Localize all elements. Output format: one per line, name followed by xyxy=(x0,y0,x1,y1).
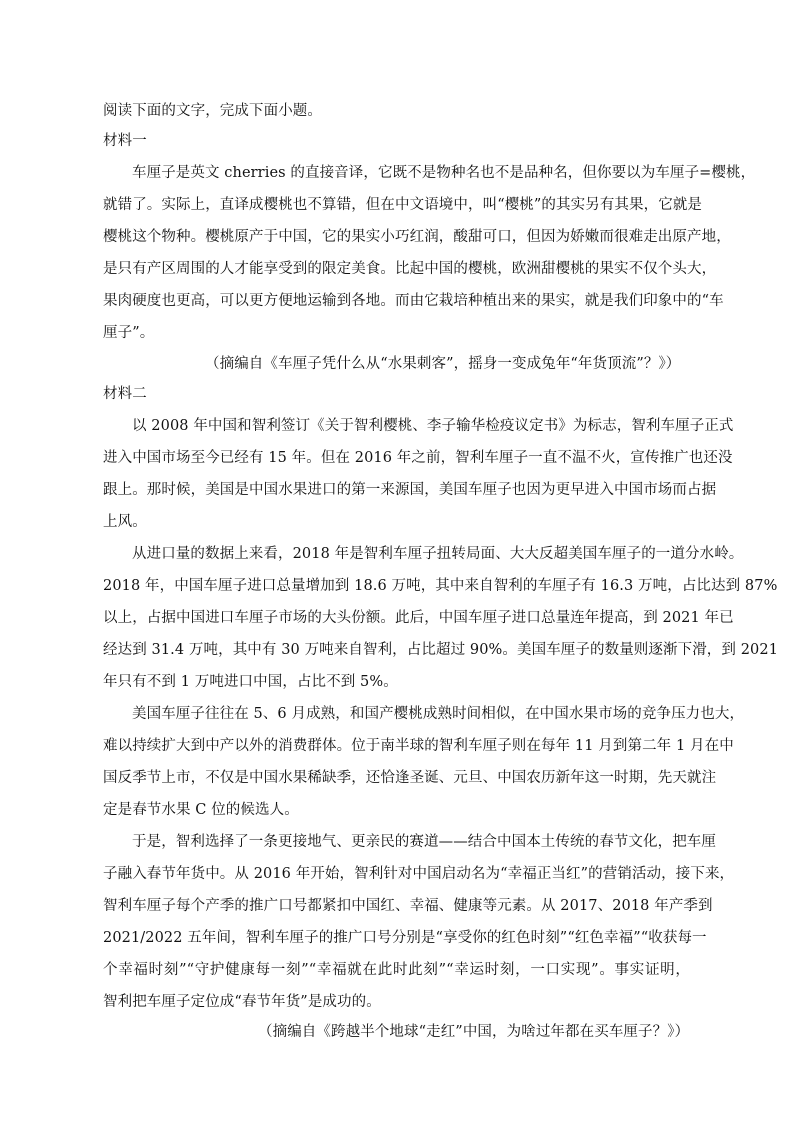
material2-line: 从进口量的数据上来看，2018 年是智利车厘子扭转局面、大大反超美国车厘子的一道分水岭。 xyxy=(132,546,744,562)
material1-line: 厘子”。 xyxy=(103,325,155,341)
material2-line: 跟上。那时候，美国是中国水果进口的第一来源国，美国车厘子也因为更早进入中国市场而占据 xyxy=(103,482,717,498)
instruction: 阅读下面的文字，完成下面小题。 xyxy=(103,103,322,119)
material2-line: 经达到 31.4 万吨，其中有 30 万吨来自智利，占比超过 90%。美国车厘子的数量则逐渐下滑，到 2021 xyxy=(103,642,779,658)
material2-line: 子融入春节年货中。从 2016 年开始，智利针对中国启动名为“幸福正当红”的营销活动，接下来， xyxy=(103,866,735,882)
material1-line: 樱桃这个物种。樱桃原产于中国，它的果实小巧红润，酸甜可口，但因为娇嫩而很难走出原产地， xyxy=(103,229,731,245)
material2-line: 年只有不到 1 万吨进口中国，占比不到 5%。 xyxy=(103,674,398,690)
material2-line: 个幸福时刻”“守护健康每一刻”“幸福就在此时此刻”“幸运时刻，一口实现”。事实证明， xyxy=(103,962,690,978)
material1-line: 果肉硬度也更高，可以更方便地运输到各地。而由它栽培种植出来的果实，就是我们印象中的“车 xyxy=(103,293,724,309)
material1-heading: 材料一 xyxy=(103,133,147,149)
material1-line: 是只有产区周围的人才能享受到的限定美食。比起中国的樱桃，欧洲甜樱桃的果实不仅个头大， xyxy=(103,261,717,277)
material1-source: （摘编自《车厘子凭什么从“水果刺客”，摇身一变成兔年“年货顶流”？》） xyxy=(205,356,681,372)
material1-line: 车厘子是英文 cherries 的直接音译，它既不是物种名也不是品种名，但你要以为车厘子=樱桃， xyxy=(132,165,756,181)
material2-line: 于是，智利选择了一条更接地气、更亲民的赛道——结合中国本土传统的春节文化，把车厘 xyxy=(132,834,716,850)
material2-line: 上风。 xyxy=(103,514,147,530)
material2-line: 智利把车厘子定位成“春节年货”是成功的。 xyxy=(103,994,381,1010)
material2-line: 2018 年，中国车厘子进口总量增加到 18.6 万吨，其中来自智利的车厘子有 16.3 万吨，占比达到 87% xyxy=(103,578,778,594)
material2-line: 美国车厘子往往在 5、6 月成熟，和国产樱桃成熟时间相似，在中国水果市场的竞争压力也大， xyxy=(132,706,745,722)
material2-line: 2021/2022 五年间，智利车厘子的推广口号分别是“享受你的红色时刻”“红色幸福”“收获每一 xyxy=(103,930,707,946)
material2-line: 以 2008 年中国和智利签订《关于智利樱桃、李子输华检疫议定书》为标志，智利车厘子正式 xyxy=(132,418,734,434)
material2-line: 智利车厘子每个产季的推广口号都紧扣中国红、幸福、健康等元素。从 2017、2018 年产季到 xyxy=(103,898,713,914)
material2-line: 进入中国市场至今已经有 15 年。但在 2016 年之前，智利车厘子一直不温不火，宣传推广也还没 xyxy=(103,450,733,466)
material2-source: （摘编自《跨越半个地球“走红”中国，为啥过年都在买车厘子？》） xyxy=(258,1024,690,1040)
material2-line: 以上，占据中国进口车厘子市场的大头份额。此后，中国车厘子进口总量连年提高，到 2021 年已 xyxy=(103,610,734,626)
material1-line: 就错了。实际上，直译成樱桃也不算错，但在中文语境中，叫“樱桃”的其实另有其果，它就是 xyxy=(103,197,703,213)
material2-line: 国反季节上市，不仅是中国水果稀缺季，还恰逢圣诞、元旦、中国农历新年这一时期，先天就注 xyxy=(103,770,717,786)
material2-line: 定是春节水果 C 位的候选人。 xyxy=(103,802,299,818)
material2-heading: 材料二 xyxy=(103,386,147,402)
material2-line: 难以持续扩大到中产以外的消费群体。位于南半球的智利车厘子则在每年 11 月到第二年 1 月在中 xyxy=(103,738,734,754)
